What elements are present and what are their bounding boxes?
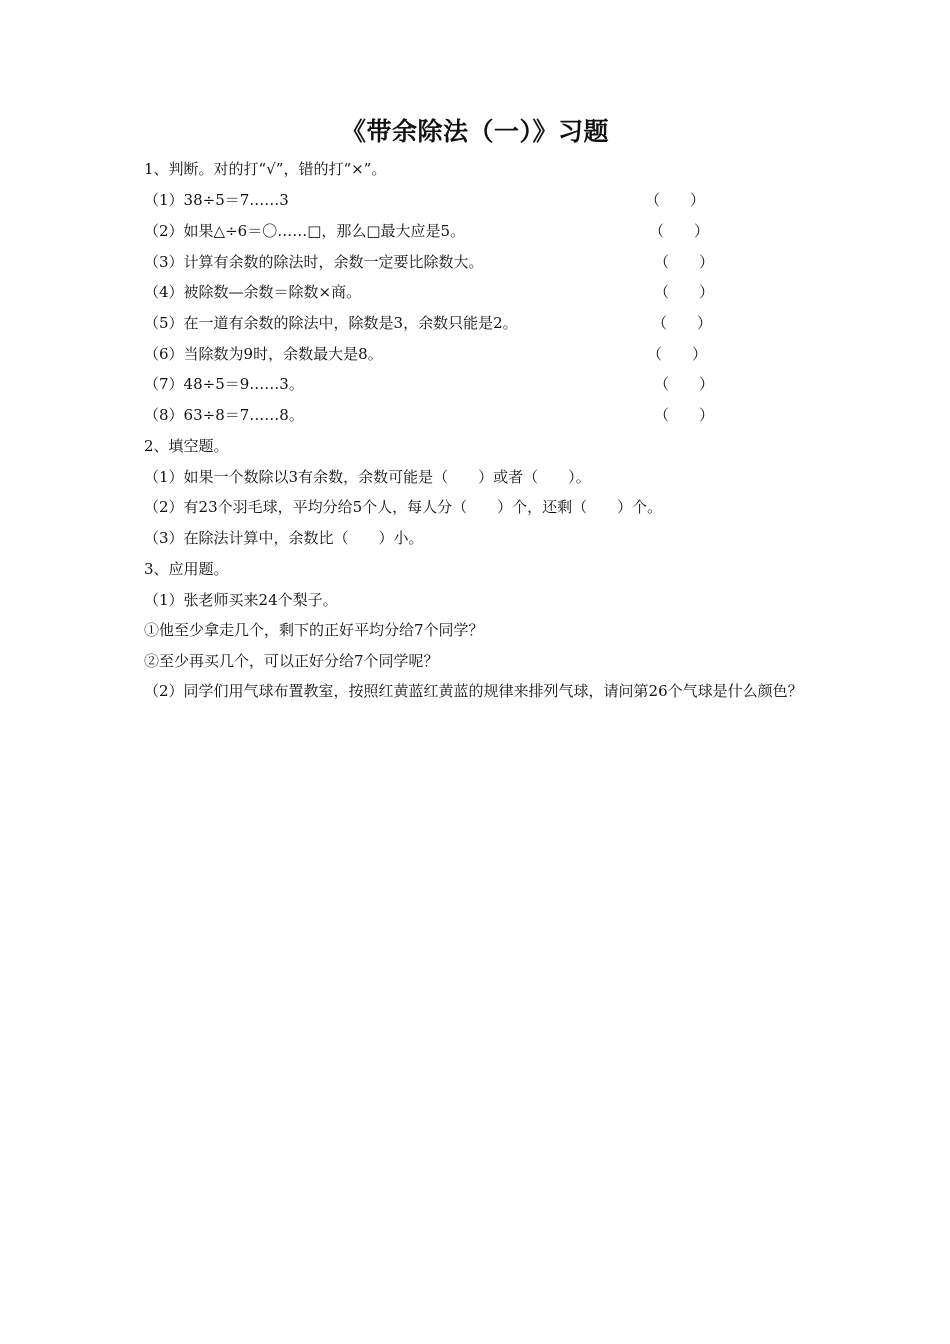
judgement-item-4: （4）被除数—余数＝除数×商。 [144,283,362,301]
judgement-item-8: （8）63÷8＝7……8。 [144,406,304,424]
answer-blank-8: （ ） [654,406,715,424]
answer-blank-1: （ ） [645,191,706,209]
answer-blank-2: （ ） [649,222,710,240]
answer-blank-5: （ ） [652,314,713,332]
answer-blank-7: （ ） [654,375,715,393]
section-2-heading: 2、填空题。 [144,437,229,455]
fill-blank-item-2: （2）有23个羽毛球，平均分给5个人，每人分（ ）个，还剩（ ）个。 [144,498,663,516]
judgement-item-5: （5）在一道有余数的除法中，除数是3，余数只能是2。 [144,314,518,332]
answer-blank-4: （ ） [654,283,715,301]
answer-blank-6: （ ） [647,345,708,363]
word-problem-2: （2）同学们用气球布置教室，按照红黄蓝红黄蓝的规律来排列气球，请问第26个气球是什么颜色？ [144,682,803,700]
word-problem-1a: ①他至少拿走几个，剩下的正好平均分给7个同学？ [144,621,484,639]
judgement-item-3: （3）计算有余数的除法时，余数一定要比除数大。 [144,253,484,271]
section-1-heading: 1、判断。对的打“√”，错的打“×”。 [144,160,387,178]
section-3-heading: 3、应用题。 [144,560,229,578]
word-problem-1: （1）张老师买来24个梨子。 [144,591,338,609]
judgement-item-1: （1）38÷5＝7……3 [144,191,289,209]
judgement-item-7: （7）48÷5＝9……3。 [144,375,304,393]
judgement-item-6: （6）当除数为9时，余数最大是8。 [144,345,383,363]
word-problem-1b: ②至少再买几个，可以正好分给7个同学呢？ [144,652,439,670]
fill-blank-item-1: （1）如果一个数除以3有余数，余数可能是（ ）或者（ ）。 [144,468,591,486]
fill-blank-item-3: （3）在除法计算中，余数比（ ）小。 [144,529,424,547]
answer-blank-3: （ ） [654,253,715,271]
judgement-item-2: （2）如果△÷6＝〇……□，那么□最大应是5。 [144,222,466,240]
page-title: 《带余除法（一）》习题 [340,117,609,146]
